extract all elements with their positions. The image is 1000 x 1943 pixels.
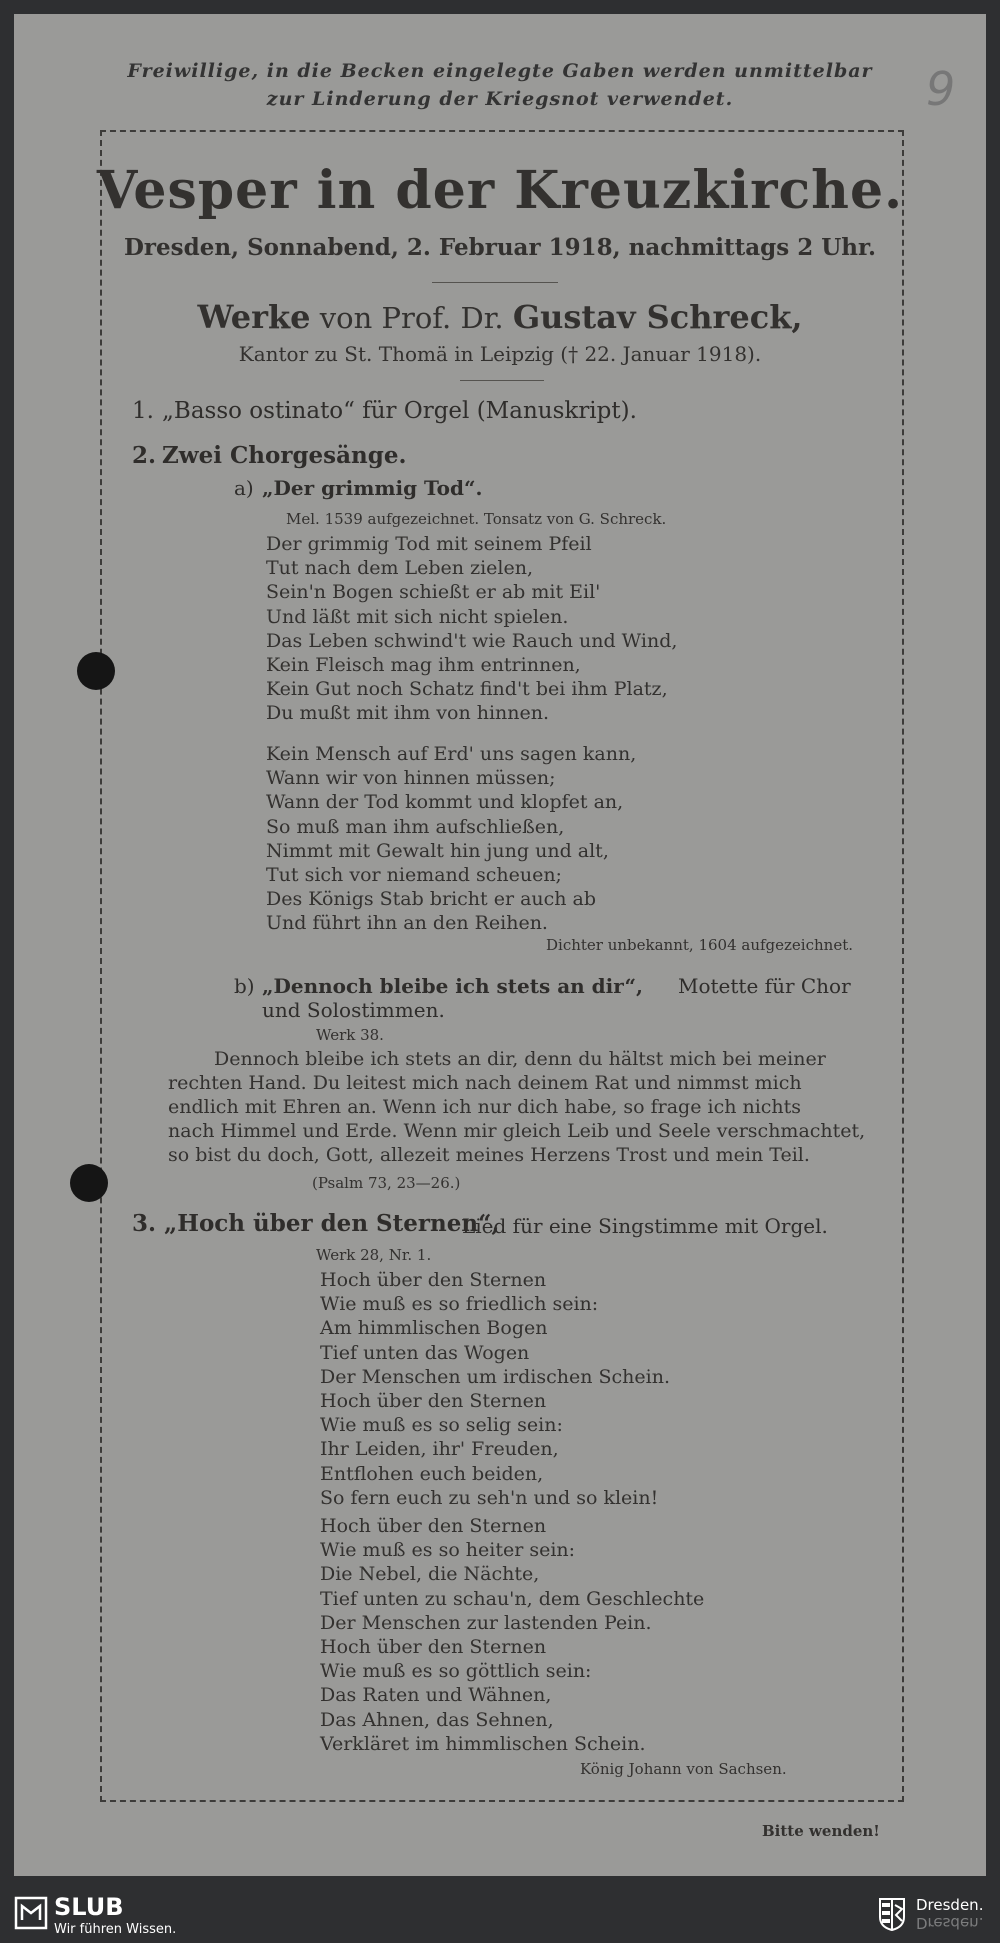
turn-over-note: Bitte wenden! [762,1822,880,1840]
verse-line: Tut sich vor niemand scheuen; [266,863,562,886]
slub-tagline: Wir führen Wissen. [54,1922,177,1937]
verse-line: Kein Fleisch mag ihm entrinnen, [266,653,581,676]
verse-line: Du mußt mit ihm von hinnen. [266,702,550,725]
item-2-heading: Zwei Chorgesänge. [162,442,407,469]
verse-line: Hoch über den Sternen [320,1515,547,1537]
item-2-number: 2. [132,442,157,469]
verse-line: Hoch über den Sternen [320,1389,547,1412]
item-3-number: 3. [132,1210,157,1237]
composer-info: Kantor zu St. Thomä in Leipzig († 22. Januar 1918). [238,342,762,366]
verse-line: Und läßt mit sich nicht spielen. [266,605,569,628]
item-3-tail: Lied für eine Singstimme mit Orgel. [462,1214,828,1238]
verse-line: Wie muß es so friedlich sein: [320,1293,599,1316]
verse-line: Die Nebel, die Nächte, [320,1563,540,1586]
item-2b-text-line: so bist du doch, Gott, allezeit meines Herzens Trost und mein Teil. [168,1144,810,1166]
verse-line: Wie muß es so heiter sein: [320,1539,576,1562]
verse-line: Sein'n Bogen schießt er ab mit Eil' [266,581,601,604]
item-2b-title: „Dennoch bleibe ich stets an dir“, [262,974,643,998]
verse-line: Am himmlischen Bogen [320,1317,548,1340]
item-2a-note: Mel. 1539 aufgezeichnet. Tonsatz von G. Schreck. [286,510,667,528]
item-2b-opus: Werk 38. [316,1026,384,1044]
item-2b-text-line: endlich mit Ehren an. Wenn ich nur dich habe, so frage ich nichts [168,1096,802,1118]
divider-top [432,282,558,283]
verse-line: Tut nach dem Leben zielen, [266,557,534,580]
verse-line: Tief unten das Wogen [320,1341,530,1364]
verse-line: Hoch über den Sternen [320,1635,547,1658]
verse-line: Verkläret im himmlischen Schein. [320,1732,646,1755]
program-sheet [14,14,986,1876]
handwritten-page-mark: 9 [926,62,956,116]
item-1-text: „Basso ostinato“ für Orgel (Manuskript). [162,398,637,424]
item-2b-text-line: nach Himmel und Erde. Wenn mir gleich Leib und Seele verschmachtet, [168,1120,866,1142]
divider-bottom [460,380,544,381]
verse-line: Das Raten und Wähnen, [320,1684,552,1707]
item-2a-credit: Dichter unbekannt, 1604 aufgezeichnet. [546,936,853,954]
verse-line: Und führt ihn an den Reihen. [266,912,548,935]
item-2b-reference: (Psalm 73, 23—26.) [312,1174,461,1192]
verse-line: Der grimmig Tod mit seinem Pfeil [266,533,592,555]
item-3-title: „Hoch über den Sternen“, [164,1210,500,1237]
verse-line: Kein Mensch auf Erd' uns sagen kann, [266,743,637,765]
verse-line: Tief unten zu schau'n, dem Geschlechte [320,1587,705,1610]
item-2a-stanza-2 [266,742,636,936]
verse-line: So muß man ihm aufschließen, [266,815,565,838]
item-2a-stanza-1 [266,532,677,726]
verse-line: Wie muß es so selig sein: [320,1414,563,1437]
donation-notice-line1: Freiwillige, in die Becken eingelegte Gaben werden unmittelbar [127,60,873,82]
works-mid: von Prof. Dr. [319,301,504,335]
verse-line: Kein Gut noch Schatz find't bei ihm Platz, [266,678,668,701]
works-heading [14,298,986,336]
item-2b-tail2: und Solostimmen. [262,998,445,1022]
item-3-stanza-2 [320,1514,704,1756]
verse-line: Das Leben schwind't wie Rauch und Wind, [266,629,678,652]
item-2b-tail: Motette für Chor [678,974,851,998]
donation-notice-line2: zur Linderung der Kriegsnot verwendet. [266,88,734,110]
dresden-wordmark: Dresden. [916,1896,984,1914]
item-1-number: 1. [132,398,154,424]
verse-line: Wie muß es so göttlich sein: [320,1660,592,1683]
verse-line: Entflohen euch beiden, [320,1462,544,1485]
item-3-stanza-1 [320,1268,670,1510]
works-prefix: Werke [197,298,311,336]
item-2b-label: b) [234,974,255,998]
program-title: Vesper in der Kreuzkirche. [96,160,904,221]
item-2a-title: „Der grimmig Tod“. [262,476,483,500]
verse-line: Der Menschen um irdischen Schein. [320,1365,671,1388]
dresden-coat-of-arms-icon [878,1897,906,1931]
verse-line: Der Menschen zur lastenden Pein. [320,1611,652,1634]
dresden-wordmark-reflection: Dresden. [916,1914,984,1932]
item-2a-label: a) [234,476,254,500]
verse-line: Wann der Tod kommt und klopfet an, [266,791,624,814]
punch-hole-top [77,652,115,690]
verse-line: Hoch über den Sternen [320,1269,547,1291]
composer-name: Gustav Schreck, [512,298,803,336]
item-2b-text-line: rechten Hand. Du leitest mich nach deinem Rat und nimmst mich [168,1072,802,1094]
verse-line: Des Königs Stab bricht er auch ab [266,888,597,911]
verse-line: Wann wir von hinnen müssen; [266,767,556,790]
item-3-credit: König Johann von Sachsen. [580,1760,787,1778]
verse-line: Nimmt mit Gewalt hin jung und alt, [266,839,609,862]
item-2b-text-line: Dennoch bleibe ich stets an dir, denn du hältst mich bei meiner [214,1048,826,1070]
item-3-opus: Werk 28, Nr. 1. [316,1246,432,1264]
verse-line: Ihr Leiden, ihr' Freuden, [320,1438,559,1461]
slub-wordmark: SLUB [54,1893,124,1921]
verse-line: Das Ahnen, das Sehnen, [320,1708,554,1731]
punch-hole-bottom [70,1164,108,1202]
slub-logo-icon [14,1896,48,1930]
date-line: Dresden, Sonnabend, 2. Februar 1918, nachmittags 2 Uhr. [123,234,877,261]
verse-line: So fern euch zu seh'n und so klein! [320,1486,659,1509]
